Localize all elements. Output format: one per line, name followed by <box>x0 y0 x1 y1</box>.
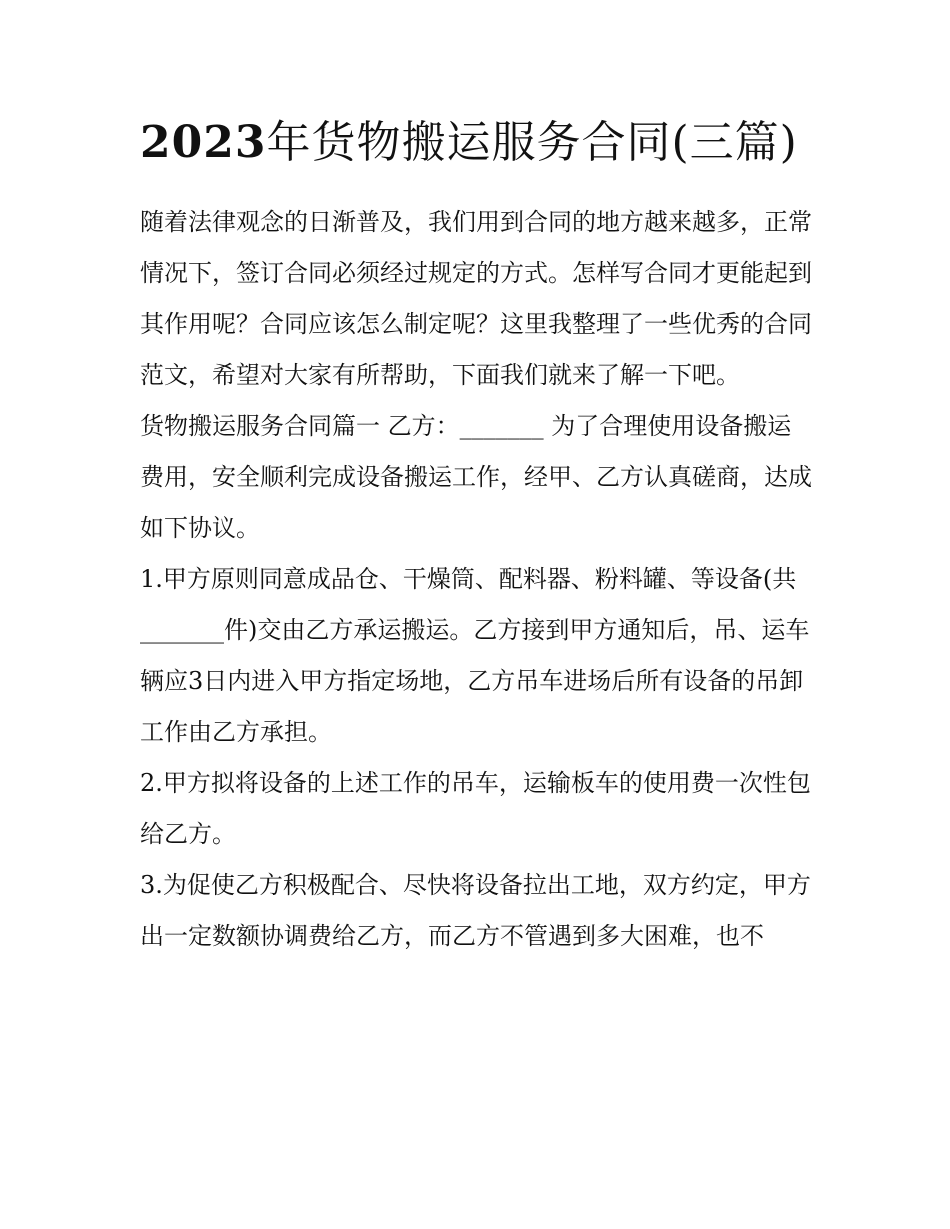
document-title <box>140 112 815 174</box>
title-year: 2023 <box>140 117 267 168</box>
intro-paragraph: 随着法律观念的日渐普及，我们用到合同的地方越来越多，正常情况下，签订合同必须经过规定的方式。怎样写合同才更能起到其作用呢？合同应该怎么制定呢？这里我整理了一些优秀的合同范文，希望对大家有所帮助，下面我们就来了解一下吧。 <box>140 208 812 389</box>
document-page <box>140 112 815 962</box>
clause-1-paragraph: 1.甲方原则同意成品仓、干燥筒、配料器、粉料罐、等设备(共_______件)交由乙方承运搬运。乙方接到甲方通知后，吊、运车辆应3日内进入甲方指定场地，乙方吊车进场后所有设备的吊卸工作由乙方承担。 <box>140 565 810 746</box>
document-body <box>140 197 815 962</box>
contract-preamble-paragraph: 货物搬运服务合同篇一 乙方：_______ 为了合理使用设备搬运费用，安全顺利完成设备搬运工作，经甲、乙方认真磋商，达成如下协议。 <box>140 412 812 542</box>
clause-3-paragraph: 3.为促使乙方积极配合、尽快将设备拉出工地，双方约定，甲方出一定数额协调费给乙方，而乙方不管遇到多大困难，也不 <box>140 871 811 950</box>
title-text: 年货物搬运服务合同(三篇) <box>266 117 798 168</box>
clause-2-paragraph: 2.甲方拟将设备的上述工作的吊车，运输板车的使用费一次性包给乙方。 <box>140 769 811 848</box>
